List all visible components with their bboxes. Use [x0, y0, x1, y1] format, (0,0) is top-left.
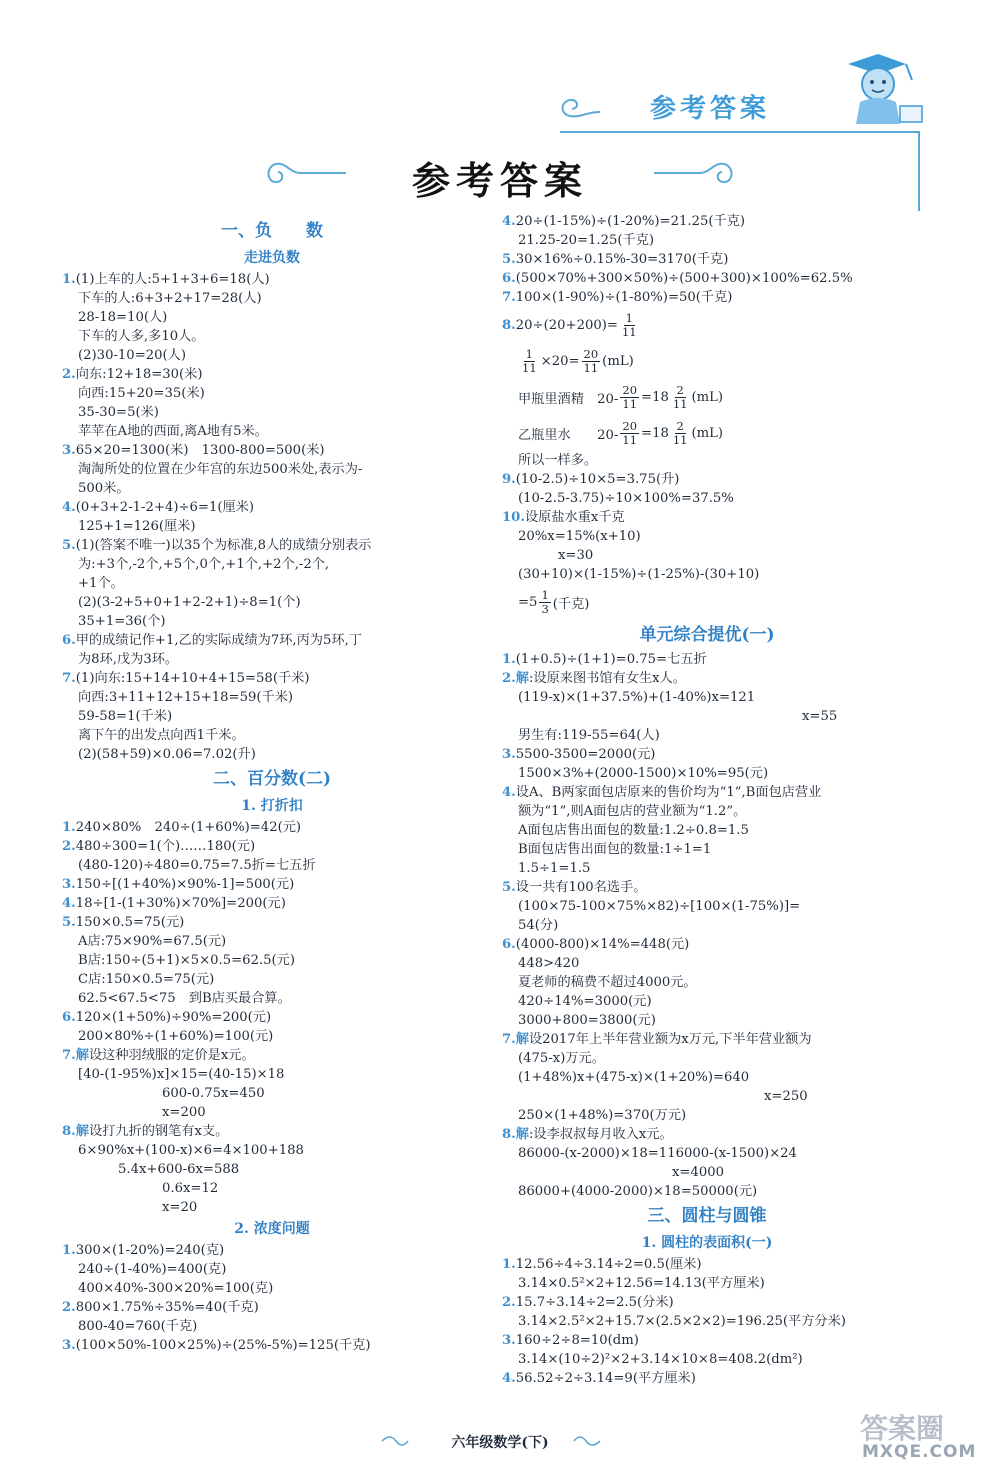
fraction: $\frac{1}{11}$ — [522, 346, 537, 375]
answer-line: 7.(1)向东:15+14+10+4+15=58(千米) — [62, 671, 310, 686]
answer-line: 向西:15+20=35(米) — [78, 386, 205, 401]
item-number: 10. — [502, 510, 525, 525]
item-number: 3. — [62, 877, 76, 892]
item-number: 1. — [502, 652, 516, 667]
page-title: 参考答案 — [411, 158, 588, 203]
footer-ornament-right — [572, 1432, 602, 1450]
item-number: 5. — [62, 538, 76, 553]
answer-line: 3.14×2.5²×2+15.7×(2.5×2×2)=196.25(平方分米) — [518, 1314, 846, 1329]
answer-line: 5.4x+600-6x=588 — [118, 1162, 240, 1177]
answer-line: 86000+(4000-2000)×18=50000(元) — [518, 1184, 758, 1199]
item-number: 4. — [502, 1371, 516, 1386]
answer-line: 6.120×(1+50%)÷90%=200(元) — [62, 1010, 272, 1025]
answer-line: A面包店售出面包的数量:1.2÷0.8=1.5 — [518, 823, 749, 838]
answer-line: 10.设原盐水重x千克 — [502, 510, 625, 525]
item-number: 2. — [502, 671, 516, 686]
header-swirl-ornament — [556, 92, 604, 122]
answer-line: (480-120)÷480=0.75=7.5折=七五折 — [78, 858, 316, 873]
item-number: 1. — [502, 1257, 516, 1272]
page-footer: 六年级数学(下) — [451, 1435, 549, 1451]
answer-line: 1.240×80% 240÷(1+60%)=42(元) — [62, 820, 302, 835]
answer-line: 2.15.7÷3.14÷2=2.5(分米) — [502, 1295, 674, 1310]
answer-line: =5 $\frac{1}{3}$ (千克) — [518, 587, 590, 616]
answer-line: 4.20÷(1-15%)÷(1-20%)=21.25(千克) — [502, 214, 746, 229]
answer-line: 甲瓶里酒精 20- $\frac{20}{11}$ =18 $\frac{2}{11}$ (mL) — [518, 382, 724, 411]
answer-line: 苹苹在A地的西面,离A地有5米。 — [78, 424, 268, 439]
answer-line: x=55 — [802, 709, 838, 724]
item-number: 9. — [502, 472, 516, 487]
item-number: 3. — [62, 443, 76, 458]
item-number: 4. — [502, 785, 516, 800]
item-number: 1. — [62, 820, 76, 835]
fraction: $\frac{2}{11}$ — [672, 418, 688, 447]
left-column — [62, 216, 482, 1355]
answer-line: 淘淘所处的位置在少年宫的东边500米处,表示为- — [78, 462, 363, 477]
answer-line: 7.100×(1-90%)÷(1-80%)=50(千克) — [502, 290, 733, 305]
answer-line: 9.(10-2.5)÷10×5=3.75(升) — [502, 472, 680, 487]
answer-line: B面包店售出面包的数量:1÷1=1 — [518, 842, 712, 857]
item-number: 4. — [62, 896, 76, 911]
answer-line: 5.30×16%÷0.15%-30=3170(千克) — [502, 252, 729, 267]
item-number: 3. — [502, 747, 516, 762]
subsection-heading: 1. 打折扣 — [241, 798, 303, 814]
answer-line: 4.设A、B两家面包店原来的售价均为“1”,B面包店营业 — [502, 785, 822, 800]
header-rule — [560, 131, 920, 133]
answer-line: [40-(1-95%)x]×15=(40-15)×18 — [78, 1067, 285, 1082]
answer-line: 6.(4000-800)×14%=448(元) — [502, 937, 690, 952]
answer-line: 3.14×(10÷2)²×2+3.14×10×8=408.2(dm²) — [518, 1352, 803, 1367]
solution-label: 解 — [515, 1032, 529, 1047]
answer-line: 向西:3+11+12+15+18=59(千米) — [78, 690, 294, 705]
answer-line: +1个。 — [78, 576, 124, 591]
section-heading: 一、负 数 — [221, 221, 323, 241]
answer-line: 3.160÷2÷8=10(dm) — [502, 1333, 639, 1348]
page-title-block — [300, 150, 700, 203]
item-number: 2. — [502, 1295, 516, 1310]
answer-line: 额为“1”,则A面包店的营业额为“1.2”。 — [518, 804, 747, 819]
graduate-mascot-icon — [826, 50, 936, 130]
answer-line: 420÷14%=3000(元) — [518, 994, 652, 1009]
answer-line: (2)(58+59)×0.06=7.02(升) — [78, 747, 256, 762]
answer-line: (2)30-10=20(人) — [78, 348, 187, 363]
solution-label: 解 — [75, 1048, 89, 1063]
answer-line: 5.(1)(答案不唯一)以35个为标准,8人的成绩分别表示 — [62, 538, 372, 553]
answer-line: (30+10)×(1-15%)÷(1-25%)-(30+10) — [518, 567, 760, 582]
answer-line: 离下午的出发点向西1千米。 — [78, 728, 245, 743]
section-heading: 三、圆柱与圆锥 — [647, 1206, 767, 1226]
answer-line: 20%x=15%(x+10) — [518, 529, 641, 544]
answer-line: 21.25-20=1.25(千克) — [518, 233, 655, 248]
answer-line: 6.(500×70%+300×50%)÷(500+300)×100%=62.5% — [502, 271, 853, 286]
subsection-heading: 2. 浓度问题 — [234, 1221, 310, 1237]
answer-line: 500米。 — [78, 481, 130, 496]
answer-line: (100×75-100×75%×82)÷[100×(1-75%)]= — [518, 899, 801, 914]
answer-line: x=4000 — [672, 1165, 725, 1180]
fraction: $\frac{1}{11}$ — [621, 310, 637, 339]
answer-line: (2)(3-2+5+0+1+2-2+1)÷8=1(个) — [78, 595, 301, 610]
answer-line: A店:75×90%=67.5(元) — [78, 934, 227, 949]
answer-line: 下车的人:6+3+2+17=28(人) — [78, 291, 262, 306]
item-number: 3. — [62, 1338, 76, 1353]
answer-line: (1+48%)x+(475-x)×(1+20%)=640 — [518, 1070, 750, 1085]
item-number: 1. — [62, 272, 76, 287]
answer-line: 7.解设这种羽绒服的定价是x元。 — [62, 1048, 255, 1063]
item-number: 6. — [62, 1010, 76, 1025]
item-number: 3. — [502, 1333, 516, 1348]
item-number: 4. — [62, 500, 76, 515]
answer-line: 448>420 — [518, 956, 580, 971]
item-number: 4. — [502, 214, 516, 229]
right-column — [502, 212, 912, 1388]
answer-line: 8.解设打九折的钢笔有x支。 — [62, 1124, 229, 1139]
answer-line: 6.甲的成绩记作+1,乙的实际成绩为7环,丙为5环,丁 — [62, 633, 362, 648]
answer-line: x=250 — [764, 1089, 808, 1104]
answer-line: 1.(1)上车的人:5+1+3+6=18(人) — [62, 272, 270, 287]
answer-line: 400×40%-300×20%=100(克) — [78, 1281, 274, 1296]
answer-line: 3.65×20=1300(米) 1300-800=500(米) — [62, 443, 325, 458]
item-number: 5. — [502, 252, 516, 267]
answer-line: 125+1=126(厘米) — [78, 519, 196, 534]
answer-line: 2.480÷300=1(个)……180(元) — [62, 839, 256, 854]
fraction: $\frac{2}{11}$ — [672, 382, 688, 411]
answer-line: 1.300×(1-20%)=240(克) — [62, 1243, 225, 1258]
answer-line: 35-30=5(米) — [78, 405, 159, 420]
answer-line: 1500×3%+(2000-1500)×10%=95(元) — [518, 766, 769, 781]
answer-line: 250×(1+48%)=370(万元) — [518, 1108, 687, 1123]
answer-line: 5.设一共有100名选手。 — [502, 880, 647, 895]
header-rule-vertical — [918, 131, 920, 211]
answer-line: 4.56.52÷2÷3.14=9(平方厘米) — [502, 1371, 696, 1386]
item-number: 2. — [62, 1300, 76, 1315]
answer-line: 下车的人多,多10人。 — [78, 329, 205, 344]
answer-line: 4.(0+3+2-1-2+4)÷6=1(厘米) — [62, 500, 255, 515]
answer-line: 3.150÷[(1+40%)×90%-1]=500(元) — [62, 877, 295, 892]
answer-line: 2.解:设原来图书馆有女生x人。 — [502, 671, 686, 686]
item-number: 6. — [502, 271, 516, 286]
answer-line: 800-40=760(千克) — [78, 1319, 198, 1334]
watermark-url: MXQE.COM — [862, 1442, 977, 1462]
answer-line: 3000+800=3800(元) — [518, 1013, 656, 1028]
answer-line: 240÷(1-40%)=400(克) — [78, 1262, 227, 1277]
answer-line: 3.(100×50%-100×25%)÷(25%-5%)=125(千克) — [62, 1338, 371, 1353]
solution-label: 解 — [515, 671, 529, 686]
answer-line: 5.150×0.5=75(元) — [62, 915, 185, 930]
item-number: 7. — [502, 290, 516, 305]
answer-line: 为:+3个,-2个,+5个,0个,+1个,+2个,-2个, — [78, 557, 330, 572]
answer-line: 8.解:设李叔叔每月收入x元。 — [502, 1127, 673, 1142]
answer-line: 男生有:119-55=64(人) — [518, 728, 660, 743]
answer-line: 28-18=10(人) — [78, 310, 168, 325]
item-number: 8. — [502, 1127, 516, 1142]
section-heading: 单元综合提优(一) — [639, 625, 775, 645]
answer-line: x=20 — [162, 1200, 198, 1215]
item-number: 2. — [62, 839, 76, 854]
answer-line: 夏老师的稿费不超过4000元。 — [518, 975, 697, 990]
answer-line: 35+1=36(个) — [78, 614, 166, 629]
answer-line: 2.向东:12+18=30(米) — [62, 367, 203, 382]
answer-line: 62.5<67.5<75 到B店买最合算。 — [78, 991, 291, 1006]
answer-line: 3.5500-3500=2000(元) — [502, 747, 656, 762]
item-number: 6. — [502, 937, 516, 952]
fraction: $\frac{20}{11}$ — [622, 418, 638, 447]
item-number: 1. — [62, 1243, 76, 1258]
answer-line: 1.(1+0.5)÷(1+1)=0.75=七五折 — [502, 652, 707, 667]
watermark-glyphs: 答案圈 — [860, 1412, 945, 1445]
item-number: 7. — [62, 671, 76, 686]
fraction: $\frac{20}{11}$ — [583, 346, 599, 375]
item-number: 8. — [62, 1124, 76, 1139]
item-number: 2. — [62, 367, 76, 382]
answer-line: 3.14×0.5²×2+12.56=14.13(平方厘米) — [518, 1276, 765, 1291]
header-label: 参考答案 — [650, 94, 771, 124]
answer-line: 59-58=1(千米) — [78, 709, 173, 724]
subsection-heading: 1. 圆柱的表面积(一) — [641, 1235, 773, 1251]
solution-label: 解 — [515, 1127, 529, 1142]
answer-line: x=30 — [558, 548, 594, 563]
answer-line: 7.解设2017年上半年营业额为x万元,下半年营业额为 — [502, 1032, 812, 1047]
answer-line: 1.12.56÷4÷3.14÷2=0.5(厘米) — [502, 1257, 702, 1272]
answer-line: 为8环,戊为3环。 — [78, 652, 179, 667]
answer-line: 1.5÷1=1.5 — [518, 861, 591, 876]
answer-line: 4.18÷[1-(1+30%)×70%]=200(元) — [62, 896, 286, 911]
fraction: $\frac{20}{11}$ — [622, 382, 638, 411]
item-number: 7. — [502, 1032, 516, 1047]
answer-line: 6×90%x+(100-x)×6=4×100+188 — [78, 1143, 304, 1158]
answer-line: 所以一样多。 — [518, 453, 598, 468]
item-number: 6. — [62, 633, 76, 648]
item-number: 8. — [502, 317, 516, 333]
item-number: 7. — [62, 1048, 76, 1063]
item-number: 5. — [62, 915, 76, 930]
item-number: 5. — [502, 880, 516, 895]
answer-line: $\frac{1}{11}$ ×20= $\frac{20}{11}$ (mL) — [522, 346, 634, 375]
answer-line: 54(分) — [518, 918, 559, 933]
section-heading: 二、百分数(二) — [212, 769, 332, 789]
answer-line: 2.800×1.75%÷35%=40(千克) — [62, 1300, 259, 1315]
solution-label: 解 — [75, 1124, 89, 1139]
answer-line: 8. 20÷(20+200)= $\frac{1}{11}$ — [502, 310, 637, 339]
answer-line: B店:150÷(5+1)×5×0.5=62.5(元) — [78, 953, 296, 968]
answer-line: (119-x)×(1+37.5%)+(1-40%)x=121 — [518, 690, 756, 705]
title-ornament-right — [652, 156, 740, 190]
answer-line: 86000-(x-2000)×18=116000-(x-1500)×24 — [518, 1146, 797, 1161]
answer-line: 600-0.75x=450 — [162, 1086, 265, 1101]
fraction: $\frac{1}{3}$ — [541, 587, 549, 616]
answer-line: 0.6x=12 — [162, 1181, 219, 1196]
answer-line: x=200 — [162, 1105, 206, 1120]
answer-line: (10-2.5-3.75)÷10×100%=37.5% — [518, 491, 734, 506]
answer-line: (475-x)万元。 — [518, 1051, 605, 1066]
answer-line: 200×80%÷(1+60%)=100(元) — [78, 1029, 274, 1044]
answer-line: C店:150×0.5=75(元) — [78, 972, 215, 987]
answer-line: 乙瓶里水 20- $\frac{20}{11}$ =18 $\frac{2}{11}$ (mL) — [518, 418, 724, 447]
subsection-heading: 走进负数 — [244, 250, 300, 266]
